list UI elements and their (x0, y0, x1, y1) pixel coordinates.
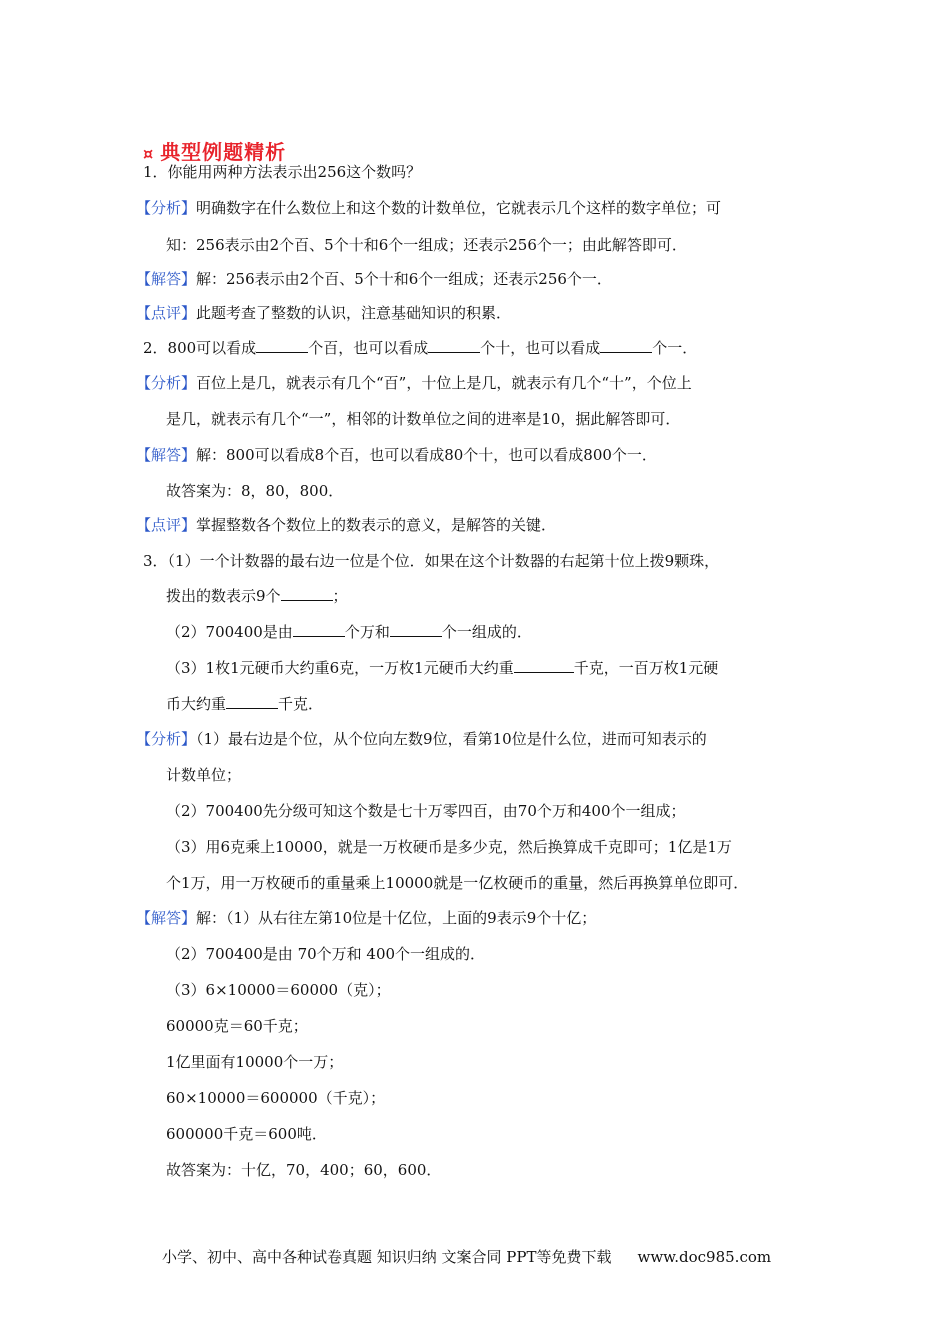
q3-answer-step: （2）700400是由 70个万和 400个一组成的． (166, 945, 486, 963)
answer-blank[interactable] (390, 622, 442, 637)
answer-blank[interactable] (226, 694, 278, 709)
q3-analysis-cont: （2）700400先分级可知这个数是七十万零四百，由70个万和400个一组成； (166, 802, 686, 820)
q2-answer-line: 【解答】解：800可以看成8个百，也可以看成80个十，也可以看成800个一． (136, 446, 657, 464)
q3-answer-step: （3）6×10000＝60000（克）； (166, 981, 391, 999)
comment-tag: 【点评】 (136, 516, 197, 534)
q3-answer-step: 60×10000＝600000（千克）； (166, 1089, 386, 1107)
q2-analysis-line: 【分析】百位上是几，就表示有几个“百”，十位上是几，就表示有几个“十”，个位上 (136, 374, 692, 392)
comment-tag: 【点评】 (136, 304, 197, 322)
q3-analysis-cont: 个1万，用一万枚硬币的重量乘上10000就是一亿枚硬币的重量，然后再换算单位即可． (166, 874, 749, 892)
q1-comment-line: 【点评】此题考查了整数的认识，注意基础知识的积累． (136, 304, 512, 322)
analysis-tag: 【分析】 (136, 730, 197, 748)
q1-question: 1．你能用两种方法表示出256这个数吗？ (143, 163, 422, 181)
footer-url-link[interactable]: www.doc985.com (637, 1248, 772, 1266)
answer-blank[interactable] (281, 586, 333, 601)
q3-analysis-cont: 计数单位； (166, 766, 242, 784)
q3-line2: 拨出的数表示9个 ； (166, 587, 348, 605)
q3-analysis-cont: （3）用6克乘上10000，就是一万枚硬币是多少克，然后换算成千克即可；1亿是1万 (166, 838, 732, 856)
q3-line3: （2）700400是由 个万和 个一组成的． (166, 623, 532, 641)
analysis-tag: 【分析】 (136, 374, 197, 392)
q1-answer-line: 【解答】解：256表示由2个百、5个十和6个一组成；还表示256个一． (136, 270, 612, 288)
q3-final-answer: 故答案为：十亿，70，400；60，600． (166, 1161, 442, 1179)
answer-blank[interactable] (600, 338, 652, 353)
q2-final-answer: 故答案为：8，80，800． (166, 482, 344, 500)
answer-blank[interactable] (428, 338, 480, 353)
q1-analysis-line: 【分析】明确数字在什么数位上和这个数的计数单位，它就表示几个这样的数字单位；可 (136, 199, 722, 217)
q3-line5: 币大约重 千克． (166, 695, 324, 713)
q3-answer-step: 1亿里面有10000个一万； (166, 1053, 344, 1071)
q3-analysis-line: 【分析】（1）最右边是个位，从个位向左数9位，看第10位是什么位，进而可知表示的 (136, 730, 707, 748)
section-title (143, 136, 286, 165)
answer-blank[interactable] (256, 338, 308, 353)
answer-tag: 【解答】 (136, 446, 197, 464)
q3-line4: （3）1枚1元硬币大约重6克，一万枚1元硬币大约重 千克，一百万枚1元硬 (166, 659, 719, 677)
page-footer (162, 1246, 771, 1267)
q1-analysis-cont: 知：256表示由2个百、5个十和6个一组成；还表示256个一；由此解答即可． (166, 236, 687, 254)
q3-answer-step: 60000克＝60千克； (166, 1017, 308, 1035)
q3-line1: 3．（1）一个计数器的最右边一位是个位．如果在这个计数器的右起第十位上拨9颗珠， (143, 552, 720, 570)
q3-answer-step: 600000千克＝600吨． (166, 1125, 327, 1143)
footer-text: 小学、初中、高中各种试卷真题 知识归纳 文案合同 PPT等免费下载 (162, 1248, 612, 1266)
q2-analysis-cont: 是几，就表示有几个“一”，相邻的计数单位之间的进率是10，据此解答即可． (166, 410, 681, 428)
q3-answer-line: 【解答】解：（1）从右往左第10位是十亿位，上面的9表示9个十亿； (136, 909, 597, 927)
section-mark-icon: ¤ (143, 144, 155, 163)
answer-tag: 【解答】 (136, 270, 197, 288)
q2-question: 2．800可以看成 个百，也可以看成 个十，也可以看成 个一． (143, 339, 698, 357)
section-title-text: 典型例题精析 (160, 140, 287, 164)
answer-blank[interactable] (514, 658, 574, 673)
answer-blank[interactable] (293, 622, 345, 637)
answer-tag: 【解答】 (136, 909, 197, 927)
analysis-tag: 【分析】 (136, 199, 197, 217)
q2-comment-line: 【点评】掌握整数各个数位上的数表示的意义，是解答的关键． (136, 516, 557, 534)
